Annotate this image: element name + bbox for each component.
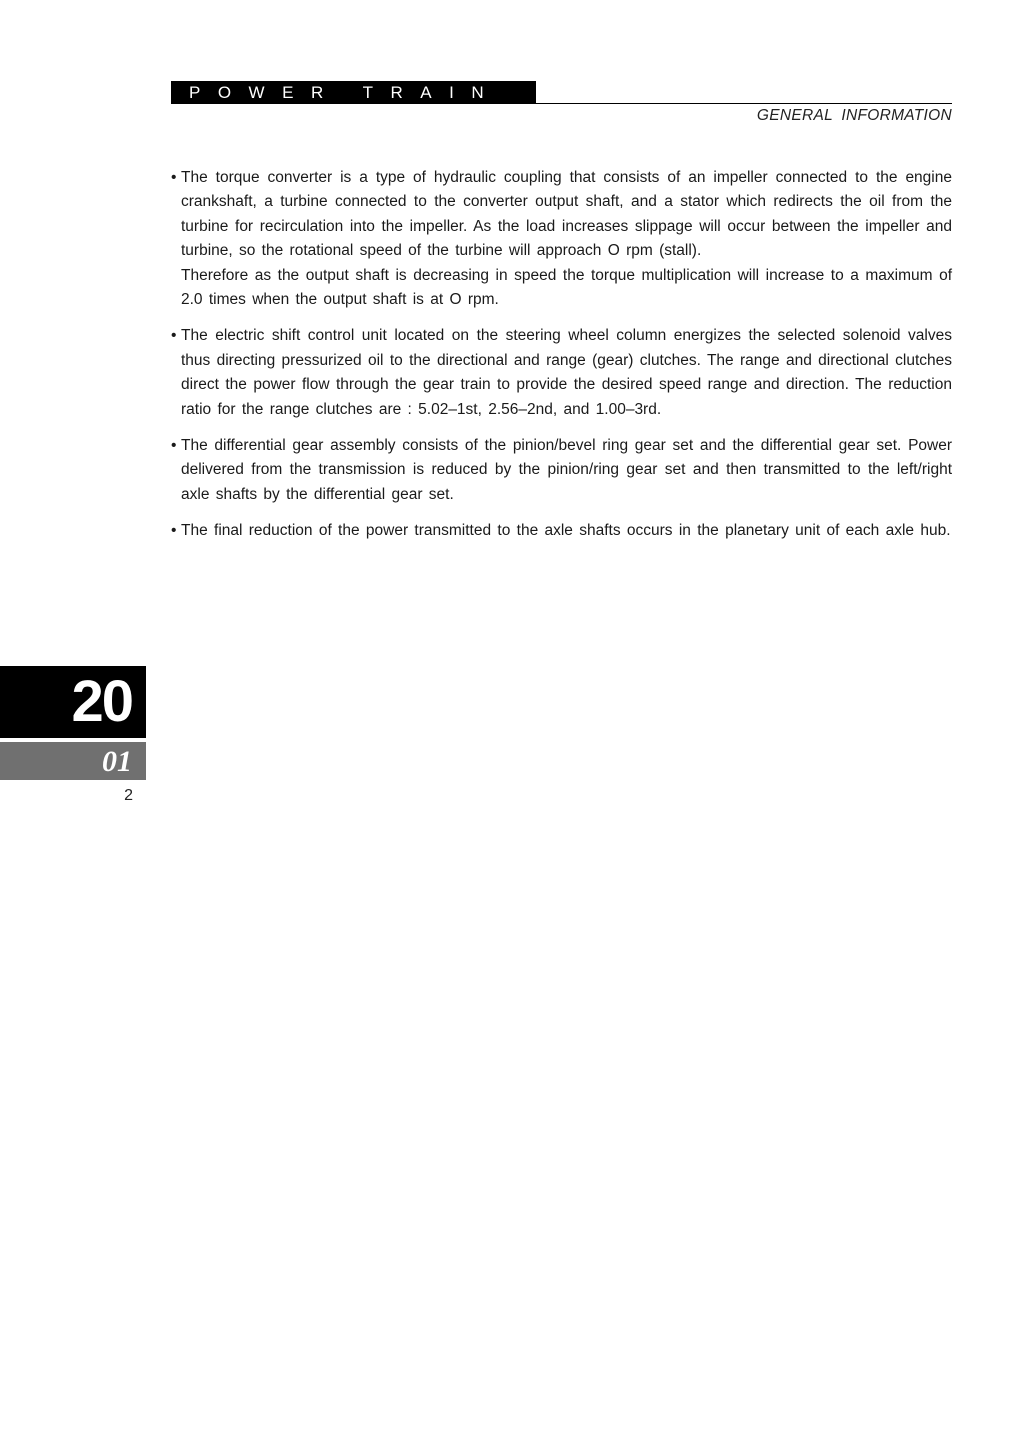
bullet-item-differential: [171, 434, 952, 507]
bullet-item-shift-control: [171, 324, 952, 422]
bullet-icon: •: [171, 437, 177, 455]
bullet-item-torque-converter: [171, 166, 952, 312]
header-rule: [536, 103, 952, 104]
chapter-number-tab: 20: [0, 666, 146, 738]
bullet-icon: •: [171, 169, 177, 186]
paragraph: Therefore as the output shaft is decreasing in speed the torque multiplication will increase to a maximum of 2.0 times when the output shaft is at O rpm.: [181, 266, 952, 309]
bullet-item-final-reduction: [171, 519, 952, 543]
paragraph: The final reduction of the power transmitted to the axle shafts occurs in the planetary unit of each axle hub.: [181, 522, 951, 540]
paragraph: The electric shift control unit located on the steering wheel column energizes the selected solenoid valves thus directing pressurized oil to the directional and range (gear) clutches. The range and directional clutches direct the power flow through the gear train to provide the desired speed range and direction. The reduction ratio for the range clutches are : 5.02–1st, 2.56–2nd, and 1.00–3rd.: [181, 327, 952, 418]
section-number-tab: 01: [0, 742, 146, 780]
paragraph: The differential gear assembly consists of the pinion/bevel ring gear set and the differential gear set. Power delivered from the transmission is reduced by the pinion/ring gear set and then transmitted to the left/right axle shafts by the differential gear set.: [181, 437, 952, 503]
page-number: 2: [124, 787, 133, 804]
paragraph: The torque converter is a type of hydraulic coupling that consists of an impeller connected to the engine crankshaft, a turbine connected to the converter output shaft, and a stator which redirects the oil from the turbine for recirculation into the impeller. As the load increases slippage will occur between the impeller and turbine, so the rotational speed of the turbine will approach O rpm (stall).: [181, 169, 952, 260]
section-title: GENERAL INFORMATION: [756, 107, 952, 124]
bullet-icon: •: [171, 522, 177, 540]
body-content: [171, 166, 952, 556]
bullet-icon: •: [171, 327, 177, 345]
header-band-title: POWER TRAIN: [171, 81, 536, 104]
